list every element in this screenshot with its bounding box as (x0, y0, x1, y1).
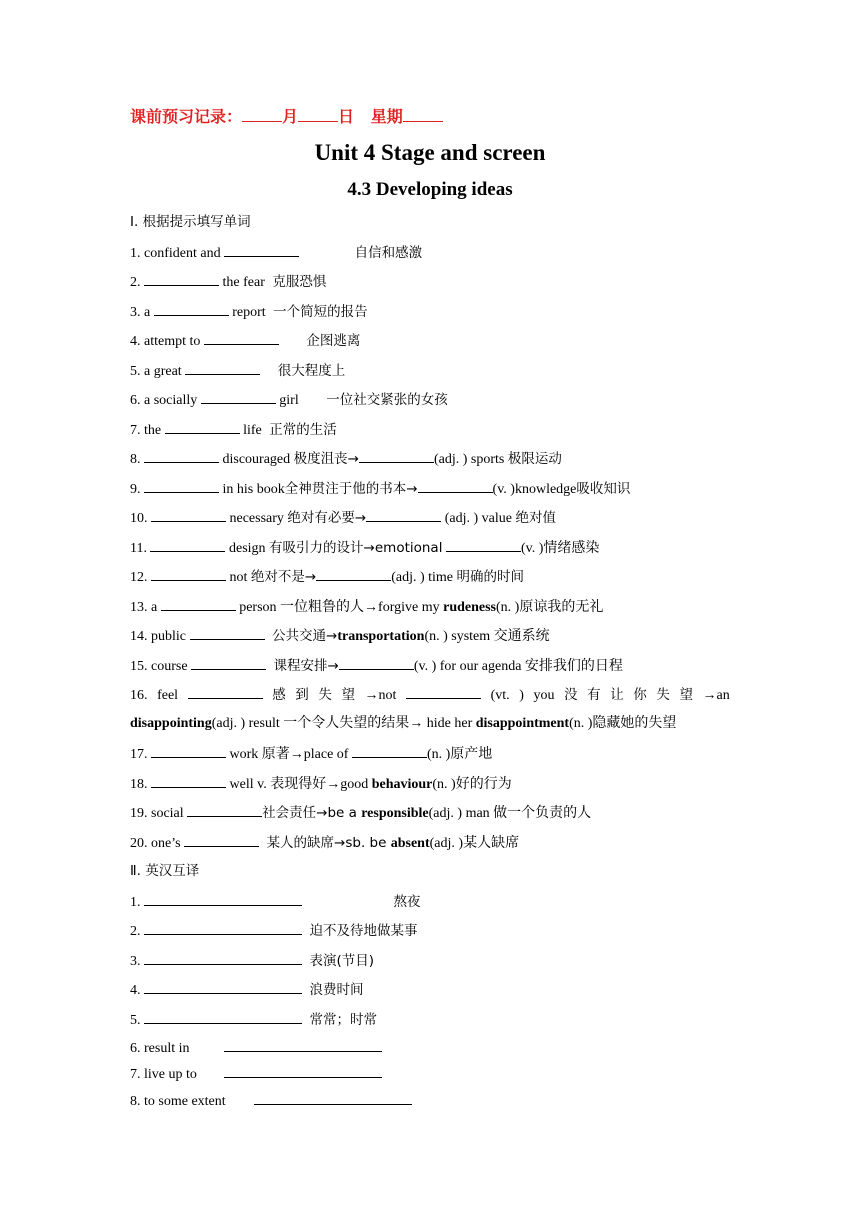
answer-blank[interactable] (144, 980, 302, 994)
item-17 (130, 744, 492, 764)
answer-blank[interactable] (418, 479, 493, 493)
item-hint: 一个简短的报告 (273, 304, 368, 320)
item-bold-word: behaviour (371, 777, 433, 792)
record-label: 课前预习记录： (130, 107, 243, 126)
item-text: well v. 表现得好→good (229, 777, 372, 792)
item-hint: 社会责任→be a (262, 805, 362, 821)
item-text: ) (519, 688, 524, 703)
answer-blank[interactable] (144, 272, 219, 286)
item-hint: 极度沮丧→ (293, 451, 359, 467)
weekday-blank[interactable] (403, 107, 443, 122)
item-hint: 企图逃离 (306, 333, 361, 349)
item-text: you (533, 688, 555, 703)
item-8 (130, 449, 562, 469)
item-hint-char: 望 (679, 687, 693, 703)
answer-blank[interactable] (190, 626, 265, 640)
answer-blank[interactable] (254, 1091, 412, 1105)
item-text: work 原著→place of (229, 747, 349, 762)
item-hint: 明确的时间 (456, 569, 525, 585)
item-text: girl (279, 393, 299, 408)
item-text: (adj. ) value (444, 511, 512, 526)
answer-blank[interactable] (151, 567, 226, 581)
translation-item-2 (130, 921, 418, 941)
item-text: a socially (144, 393, 198, 408)
answer-blank[interactable] (446, 538, 521, 552)
item-number: 13. a (130, 600, 158, 615)
item-bold-word: responsible (361, 806, 429, 821)
item-19 (130, 803, 591, 823)
item-text: necessary (229, 511, 284, 526)
preview-record-line (130, 107, 443, 127)
translation-item-5 (130, 1010, 377, 1030)
item-hint: 很大程度上 (277, 363, 346, 379)
item-number: 4. (130, 334, 141, 349)
answer-blank[interactable] (316, 567, 391, 581)
item-text: (adj. ) man 做一个负责的人 (428, 806, 592, 821)
item-number: 14. public (130, 629, 186, 644)
item-number: 6. (130, 393, 141, 408)
item-text: the fear (222, 275, 265, 290)
item-14 (130, 626, 550, 646)
section1-heading: Ⅰ. 根据提示填写单词 (130, 214, 251, 230)
item-hint: 常常；时常 (309, 1012, 377, 1028)
item-number: 8. (130, 452, 141, 467)
item-text: person 一位粗鲁的人→forgive my (239, 600, 444, 615)
item-hint: 克服恐惧 (272, 274, 327, 290)
item-text: →an (702, 688, 730, 703)
day-label: 日 (338, 107, 355, 126)
answer-blank[interactable] (144, 1010, 302, 1024)
item-hint: 绝对不是→ (250, 569, 317, 585)
item-text: a great (144, 364, 182, 379)
answer-blank[interactable] (359, 449, 434, 463)
item-11 (130, 538, 599, 558)
item-hint-char: 让 (610, 687, 624, 703)
item-hint-char: 望 (341, 687, 355, 703)
item-bold-word: disappointment (475, 716, 570, 731)
item-text: life (243, 423, 262, 438)
item-13 (130, 597, 603, 617)
item-2 (130, 272, 326, 292)
item-4 (130, 331, 360, 351)
item-text: 6. result in (130, 1041, 190, 1056)
item-bold-word: absent (390, 836, 430, 851)
item-hint-char: 你 (633, 687, 647, 703)
item-16 (130, 685, 730, 705)
translation-item-3 (130, 951, 374, 971)
item-number: 20. one’s (130, 836, 181, 851)
item-text: (adj. ) time (391, 570, 454, 585)
item-number: 9. (130, 482, 141, 497)
translation-item-7 (130, 1064, 382, 1084)
item-number: 2. (130, 924, 141, 939)
item-text: (v. )情绪感染 (520, 541, 600, 556)
answer-blank[interactable] (339, 656, 414, 670)
item-hint-char: 有 (587, 687, 601, 703)
answer-blank[interactable] (366, 508, 441, 522)
translation-item-4 (130, 980, 364, 1000)
item-hint: 全神贯注于他的书本→ (284, 481, 418, 497)
item-hint: 自信和感激 (354, 245, 423, 261)
month-label: 月 (282, 107, 299, 126)
answer-blank[interactable] (144, 479, 219, 493)
day-blank[interactable] (298, 107, 338, 122)
answer-blank[interactable] (161, 597, 236, 611)
answer-blank[interactable] (191, 656, 266, 670)
item-hint: 吸收知识 (576, 481, 631, 497)
item-bold-word: disappointing (130, 716, 212, 731)
item-number: 5. (130, 1013, 141, 1028)
answer-blank[interactable] (150, 538, 225, 552)
item-number: 3. (130, 305, 141, 320)
item-hint: 表演(节目) (309, 953, 375, 969)
answer-blank[interactable] (151, 744, 226, 758)
item-6 (130, 390, 448, 410)
lesson-subtitle: 4.3 Developing ideas (347, 179, 513, 200)
item-20 (130, 833, 519, 853)
answer-blank[interactable] (406, 685, 481, 699)
item-hint: 极限运动 (507, 451, 562, 467)
item-number: 19. social (130, 806, 184, 821)
item-10 (130, 508, 556, 528)
weekday-label: 星期 (370, 107, 403, 126)
answer-blank[interactable] (201, 390, 276, 404)
item-number: 18. (130, 777, 148, 792)
item-bold-word: transportation (337, 629, 425, 644)
item-15 (130, 656, 623, 676)
item-number: 17. (130, 747, 148, 762)
item-number: 4. (130, 983, 141, 998)
unit-title: Unit 4 Stage and screen (314, 140, 546, 165)
answer-blank[interactable] (165, 420, 240, 434)
item-5 (130, 361, 345, 381)
item-text: (n. )原产地 (426, 747, 493, 762)
translation-item-1 (130, 892, 421, 912)
answer-blank[interactable] (352, 744, 427, 758)
item-text: 8. to some extent (130, 1094, 226, 1109)
item-number: 3. (130, 954, 141, 969)
item-1 (130, 243, 422, 263)
month-blank[interactable] (242, 107, 282, 122)
item-number: 10. (130, 511, 148, 526)
item-text: report (232, 305, 266, 320)
item-text: (adj. ) sports (433, 452, 505, 467)
item-number: 11. (130, 541, 147, 556)
item-hint-char: 失 (318, 687, 332, 703)
item-text: a (144, 305, 151, 320)
item-text: attempt to (144, 334, 201, 349)
item-hint: 绝对值 (515, 510, 556, 526)
item-number: 15. course (130, 659, 188, 674)
item-text: (n. )隐藏她的失望 (569, 716, 677, 731)
item-text: (n. ) system 交通系统 (424, 629, 550, 644)
item-9 (130, 479, 630, 499)
section2-heading: Ⅱ. 英汉互译 (130, 863, 200, 879)
answer-blank[interactable] (144, 892, 302, 906)
item-text: in his book (222, 482, 285, 497)
item-text: (n. )好的行为 (432, 777, 512, 792)
answer-blank[interactable] (185, 361, 260, 375)
item-hint: 公共交通→ (272, 628, 338, 644)
translation-item-8 (130, 1091, 412, 1111)
item-number: 2. (130, 275, 141, 290)
item-hint-char: 到 (295, 687, 309, 703)
answer-blank[interactable] (187, 803, 262, 817)
answer-blank[interactable] (224, 1038, 382, 1052)
item-hint: 迫不及待地做某事 (309, 923, 418, 939)
item-text: (v. )knowledge (492, 482, 577, 497)
item-3 (130, 302, 368, 322)
item-16-continued (130, 715, 676, 733)
item-text: (adj. ) result 一个令人失望的结果→ hide her (211, 716, 476, 731)
item-text: design (228, 541, 266, 556)
item-text: feel (157, 688, 179, 703)
item-12 (130, 567, 524, 587)
item-text: the (144, 423, 162, 438)
item-text: (n. )原谅我的无礼 (496, 600, 604, 615)
answer-blank[interactable] (144, 449, 219, 463)
answer-blank[interactable] (224, 1064, 382, 1078)
item-hint-char: 没 (564, 687, 578, 703)
answer-blank[interactable] (151, 774, 226, 788)
item-hint: 浪费时间 (309, 982, 364, 998)
answer-blank[interactable] (188, 685, 263, 699)
item-hint: 一位社交紧张的女孩 (326, 392, 448, 408)
item-hint: 熬夜 (393, 894, 421, 910)
item-18 (130, 774, 512, 794)
item-hint: 正常的生活 (269, 422, 337, 438)
item-hint: 有吸引力的设计→emotional (269, 540, 443, 556)
translation-item-6 (130, 1038, 382, 1058)
item-text: (v. ) for our agenda 安排我们的日程 (413, 659, 623, 674)
item-number: 12. (130, 570, 148, 585)
item-text: (vt. (490, 688, 510, 703)
item-number: 5. (130, 364, 141, 379)
answer-blank[interactable] (154, 302, 229, 316)
item-hint: 绝对有必要→ (287, 510, 367, 526)
item-number: 7. (130, 423, 141, 438)
item-hint: 某人的缺席→sb. be (266, 835, 391, 851)
item-hint-char: 感 (272, 687, 286, 703)
item-hint: 课程安排→ (273, 658, 339, 674)
item-text: not (229, 570, 248, 585)
answer-blank[interactable] (204, 331, 279, 345)
answer-blank[interactable] (144, 921, 302, 935)
item-hint-char: 失 (656, 687, 670, 703)
item-text: 7. live up to (130, 1067, 197, 1082)
item-text: discouraged (222, 452, 291, 467)
answer-blank[interactable] (224, 243, 299, 257)
item-7 (130, 420, 337, 440)
answer-blank[interactable] (151, 508, 226, 522)
item-text: (adj. )某人缺席 (429, 836, 520, 851)
item-text: →not (364, 688, 397, 703)
answer-blank[interactable] (184, 833, 259, 847)
answer-blank[interactable] (144, 951, 302, 965)
item-number: 16. (130, 688, 148, 703)
item-number: 1. (130, 895, 141, 910)
item-number: 1. (130, 246, 141, 261)
item-bold-word: rudeness (443, 600, 497, 615)
item-text: confident and (144, 246, 221, 261)
